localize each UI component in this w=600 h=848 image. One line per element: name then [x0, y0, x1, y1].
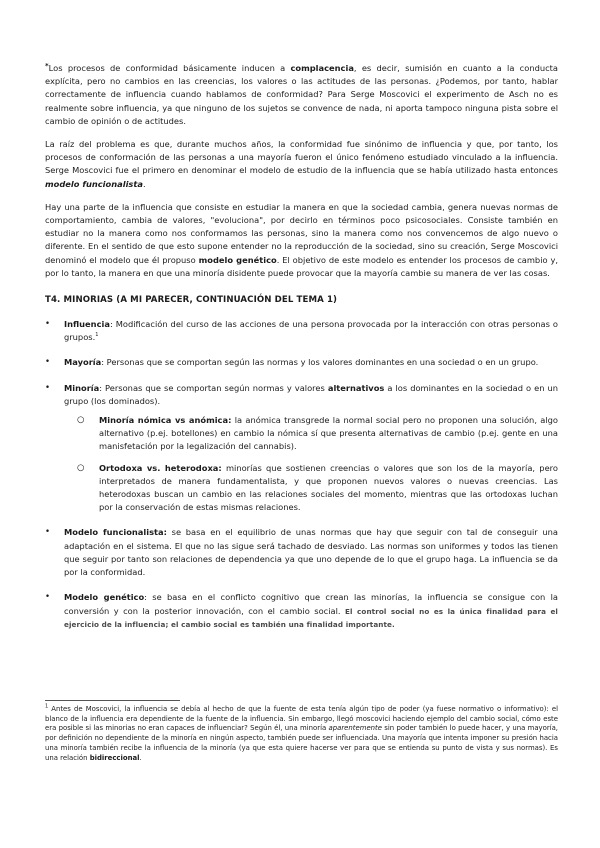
term-modelo-funcionalista: modelo funcionalista	[45, 178, 143, 189]
footnote-ref: 1	[95, 332, 99, 339]
bullet-icon: •	[45, 319, 51, 330]
minoria-sublist	[64, 414, 558, 514]
term-modelo-genetico: modelo genético	[198, 254, 277, 265]
bullet-icon: •	[45, 382, 51, 393]
intro-paragraph-1: *Los procesos de conformidad básicamente inducen a complacencia, es decir, sumisión en cuanto a la conducta explícita, pero no cambios en las creencias, los valores o las actitudes de las personas. ¿Podemos, por tanto, hablar correctamente de influencia cuando hablamos de conformidad? Para Serge Moscovici el experimento de Asch no es realmente sobre influencia, ya que ninguno de los sujetos se convence de nada, ni aporta tampoco ninguna pista sobre el cambio de opinión o de actitudes.	[45, 62, 559, 126]
list-item-minoria: • Minoría: Personas que se comportan según normas y valores alternativos a los dominantes en la sociedad o en un grupo (los dominados). ○ Minoría nómica vs anómica: la anómica transgrede la normal social pero no proponen una solución, algo alternativo (p.ej. botellones) en cambio la nómica sí que presenta alternativas de cambio (p.ej. gente en una manisfetación por la legalización del cannabis). ○ Ortodoxa vs. heterodoxa: minorías que sostienen creencias o valores que son los de la mayoría, pero interpretados de manera fundamentalista, y que proponen nuevos valores o nuevas creencias. Las heterodoxas buscan un cambio en las relaciones sociales del momento, mientras que las ortodoxas luchan por la conservación de estas mismas relaciones.	[45, 382, 558, 515]
footnote-number: 1	[45, 703, 49, 710]
sub-bullet-icon: ○	[77, 462, 85, 473]
intro-paragraph-3: Hay una parte de la influencia que consiste en estudiar la manera en que la sociedad cambia, genera nuevas normas de comportamiento, cambia de valores, "evoluciona", por decirlo en términos poco psicosociales. Consiste también en estudiar no la manera como nos conformamos las personas, sino la manera como nos convencemos de algo nuevo o diferente. En el sentido de que esto supone entender no la reproducción de la sociedad, sino su creación, Serge Moscovici denominó el modelo que él propuso modelo genético. El objetivo de este modelo es entender los procesos de cambio y, por lo tanto, la manera en que una minoría disidente puede provocar que la mayoría cambie su manera de ver las cosas.	[45, 201, 559, 278]
section-title: T4. MINORIAS (A MI PARECER, CONTINUACIÓN DEL TEMA 1)	[45, 295, 338, 306]
list-item-modelo-funcionalista: • Modelo funcionalista: se basa en el equilibrio de unas normas que hay que seguir con tal de conseguir una adaptación en el sistema. El que no las sigue será tachado de desviado. Las normas son uniformes y todos las tienen que seguir por tanto son relaciones de dependencia ya que uno depende de lo que el grupo haga. La influencia se da por la conformidad.	[45, 527, 558, 578]
list-item-modelo-genetico: • Modelo genético: se basa en el conflicto cognitivo que crean las minorías, la influencia se consigue con la conversión y con la posterior innovación, con el cambio social. El control social no es la única finalidad para el ejercicio de la influencia; el cambio social es también una finalidad importante.	[45, 592, 559, 629]
term-complacencia: complacencia	[290, 63, 354, 73]
footnote-separator	[45, 700, 180, 701]
definitions-list	[45, 318, 558, 631]
highlight-note: El control social no es la única finalidad para el ejercicio de la influencia; el cambio social es también una finalidad importante.	[64, 606, 558, 629]
list-item-mayoria: • Mayoría: Personas que se comportan según las normas y los valores dominantes en una sociedad o en un grupo.	[45, 356, 558, 369]
page-content	[45, 60, 558, 643]
sublist-item-nomica: ○ Minoría nómica vs anómica: la anómica transgrede la normal social pero no proponen una solución, algo alternativo (p.ej. botellones) en cambio la nómica sí que presenta alternativas de cambio (p.ej. gente en una manisfetación por la legalización del cannabis).	[77, 415, 558, 452]
asterisk-mark: *	[45, 62, 49, 70]
bullet-icon: •	[45, 592, 51, 603]
bullet-icon: •	[45, 527, 51, 538]
sub-bullet-icon: ○	[77, 415, 85, 426]
sublist-item-ortodoxa: ○ Ortodoxa vs. heterodoxa: minorías que sostienen creencias o valores que son los de la mayoría, pero interpretados de manera fundamentalista, y que proponen nuevos valores o nuevas creencias. Las heterodoxas buscan un cambio en las relaciones sociales del momento, mientras que las ortodoxas luchan por la conservación de estas mismas relaciones.	[77, 462, 558, 513]
footnote: $^1$ Antes de Moscovici, la influencia se debía al hecho de que la fuente de esta tenía algún tipo de poder (ya fuese normativo o informativo): el blanco de la influencia era dependiente de la fuente de la influencia. Sin embargo, llegó moscovici haciendo ejemplo del cambio social, cómo este era posible si las minorias no eran capaces de influenciar? Según él, una minoría aparentemente sin poder también lo puede hacer, y una mayoría, por definición no dependiente de la minoría en ningún aspecto, también puede ser influenciada. Una mayoría que intenta imponer su presión hacia una minoría también recibe la influencia de la minoría (ya que esta quiere hacerse ver para que se entienda su punto de vista y sus normas). Es una relación bidireccional.	[45, 703, 558, 762]
list-item-influencia: • Influencia: Modificación del curso de las acciones de una persona provocada por la interacción con otras personas o grupos.$^1$	[45, 319, 558, 343]
intro-paragraph-2: La raíz del problema es que, durante muchos años, la conformidad fue sinónimo de influencia y que, por tanto, los procesos de conformación de las personas a una mayoría fueron el único fenómeno estudiado vinculado a la influencia. Serge Moscovici fue el primero en denominar el modelo de estudio de la influencia que se había utilizado hasta entonces modelo funcionalista.	[45, 139, 558, 189]
bullet-icon: •	[45, 357, 51, 368]
